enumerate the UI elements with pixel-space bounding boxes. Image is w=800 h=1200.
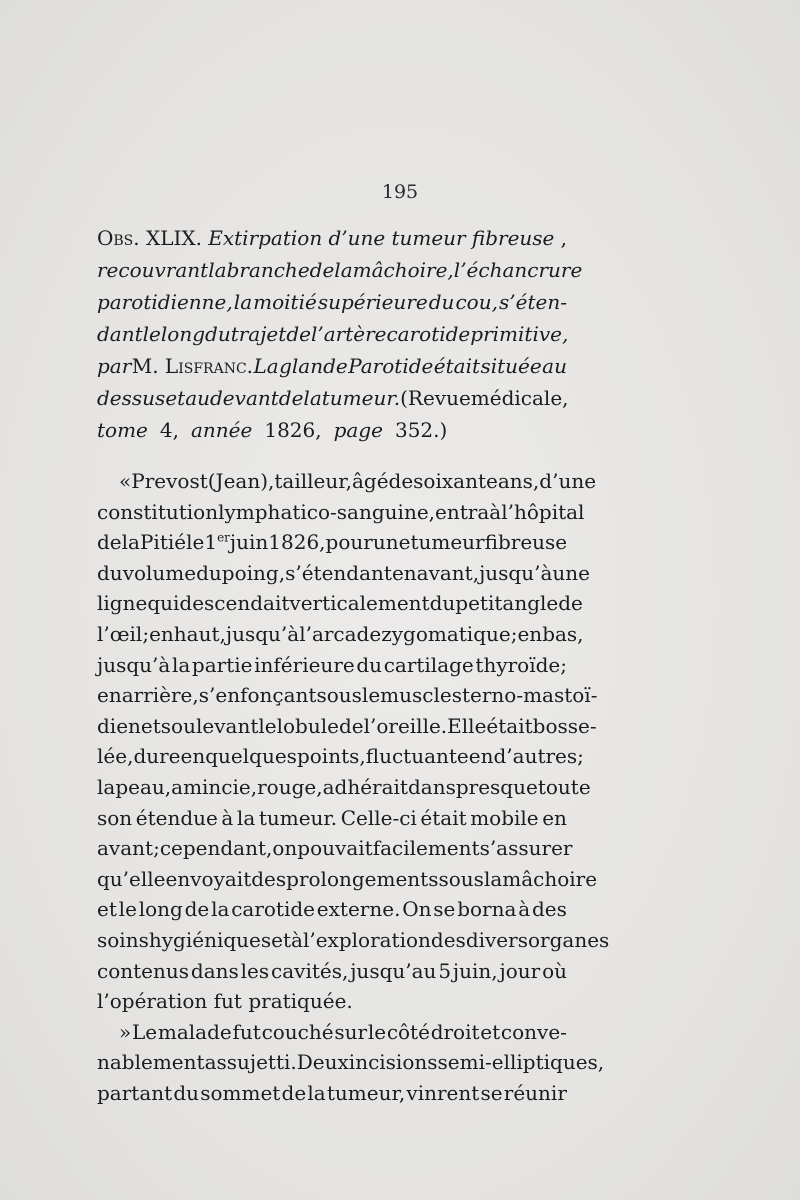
body-word: du xyxy=(196,561,222,585)
heading-word: la xyxy=(303,386,322,410)
body-word: haut, xyxy=(173,622,226,646)
heading-word: de xyxy=(210,386,235,410)
heading-word: au xyxy=(185,386,210,410)
heading-word: supérieure xyxy=(317,290,428,314)
heading-word: Obs. XLIX. xyxy=(97,226,203,250)
body-word: juin, xyxy=(452,959,498,983)
body-line xyxy=(97,926,610,954)
body-word: ans, xyxy=(497,469,540,493)
heading-word: la xyxy=(208,258,227,282)
body-word: en xyxy=(542,806,567,830)
body-word: tailleur, xyxy=(274,469,352,493)
body-word: soulevant xyxy=(160,714,259,738)
body-word: en xyxy=(391,561,417,585)
body-word: entra xyxy=(435,500,490,524)
body-word: du xyxy=(97,561,123,585)
body-line xyxy=(97,1079,567,1107)
body-word: fut xyxy=(213,989,242,1013)
body-word: 5 xyxy=(438,959,452,983)
body-word: lée, xyxy=(97,744,134,768)
body-word: contenus xyxy=(97,959,190,983)
body-line xyxy=(119,467,597,495)
body-word: On xyxy=(402,897,432,921)
body-word: à xyxy=(489,500,502,524)
heading-word: Extirpation xyxy=(208,226,323,250)
heading-word: page xyxy=(333,418,383,442)
body-word: inférieure xyxy=(254,653,355,677)
body-word: l’exploration xyxy=(302,928,431,952)
body-word: jusqu’au xyxy=(350,959,437,983)
body-word: partant xyxy=(97,1081,173,1105)
body-word: petit xyxy=(455,591,503,615)
body-word: en xyxy=(517,622,543,646)
heading-word: tumeur xyxy=(391,226,466,250)
body-word: le xyxy=(258,714,277,738)
body-word: dans xyxy=(407,775,456,799)
heading-line xyxy=(97,288,567,316)
body-line xyxy=(97,651,567,679)
body-word: toute xyxy=(537,775,591,799)
body-word: et xyxy=(271,928,292,952)
body-word: à xyxy=(518,897,531,921)
heading-word: 352.) xyxy=(394,418,448,442)
heading-word: la xyxy=(233,290,253,314)
heading-word: branche xyxy=(226,258,310,282)
body-word: l’oreille. xyxy=(363,714,448,738)
body-word: en xyxy=(180,744,206,768)
body-line xyxy=(97,1048,605,1076)
body-word: Pitié xyxy=(139,530,187,554)
body-word: avant, xyxy=(416,561,480,585)
body-word: en xyxy=(97,683,122,707)
body-word: vinrent xyxy=(406,1081,480,1105)
body-word: et xyxy=(140,714,161,738)
body-word: était xyxy=(486,714,533,738)
body-word: jour xyxy=(499,959,541,983)
body-word: ligne xyxy=(97,591,148,615)
body-word: droit xyxy=(430,1020,480,1044)
body-word: âgé xyxy=(351,469,389,493)
heading-word: recouvrant xyxy=(97,258,209,282)
heading-word: de xyxy=(309,258,335,282)
body-word: du xyxy=(173,1081,200,1105)
body-word: long xyxy=(138,897,183,921)
body-word: à xyxy=(291,928,303,952)
body-word: lymphatico-sanguine, xyxy=(218,500,436,524)
heading-line xyxy=(97,416,567,444)
heading-word: d’une xyxy=(328,226,386,250)
heading-word: le xyxy=(142,322,161,346)
body-word: tumeur xyxy=(410,530,485,554)
body-word: une xyxy=(372,530,411,554)
heading-word: était xyxy=(433,354,481,378)
body-line xyxy=(97,589,583,617)
body-word: borna xyxy=(457,897,517,921)
body-word: couché xyxy=(261,1020,334,1044)
body-line xyxy=(97,681,598,709)
body-word: (Jean), xyxy=(207,469,275,493)
body-word: de xyxy=(558,591,583,615)
body-word: organes xyxy=(527,928,610,952)
body-word: bas, xyxy=(542,622,584,646)
body-word: l’hôpital xyxy=(501,500,585,524)
body-word: en xyxy=(468,744,494,768)
heading-word: fibreuse xyxy=(471,226,555,250)
body-word: de xyxy=(97,530,122,554)
body-word: mâchoire xyxy=(502,867,598,891)
body-word: sommet xyxy=(200,1081,281,1105)
body-word: étendue xyxy=(135,806,218,830)
body-word: incisions xyxy=(348,1050,438,1074)
body-word: des xyxy=(531,897,567,921)
body-word: cependant, xyxy=(159,836,273,860)
body-word: une xyxy=(552,561,590,585)
body-word: à xyxy=(221,806,234,830)
body-word: dien xyxy=(97,714,141,738)
body-word: de xyxy=(184,897,210,921)
body-word: prolongements xyxy=(286,867,439,891)
heading-word: M. Lisfranc. xyxy=(131,354,254,378)
heading-word: de xyxy=(286,322,311,346)
body-word: des xyxy=(251,867,287,891)
heading-line xyxy=(97,352,567,380)
body-word: points, xyxy=(296,744,366,768)
body-word: d’une xyxy=(539,469,597,493)
body-word: l’œil; xyxy=(97,622,150,646)
heading-word: parotidienne, xyxy=(97,290,233,314)
body-word: l’arcade xyxy=(299,622,382,646)
body-line xyxy=(97,528,567,556)
body-word: où xyxy=(542,959,567,983)
body-line xyxy=(97,498,585,526)
body-word: cavités, xyxy=(271,959,349,983)
heading-word: La xyxy=(253,354,279,378)
page-number: 195 xyxy=(381,181,419,203)
body-word: peau, xyxy=(115,775,172,799)
body-word: Elle xyxy=(447,714,487,738)
heading-word: glande xyxy=(279,354,348,378)
body-word: fut xyxy=(232,1020,261,1044)
body-word: son xyxy=(97,806,133,830)
body-word: » xyxy=(119,1020,132,1044)
body-word: semi-elliptiques, xyxy=(437,1050,605,1074)
body-word: assujetti. xyxy=(204,1050,297,1074)
body-word: pouvait xyxy=(297,836,373,860)
body-word: carotide xyxy=(231,897,315,921)
body-line xyxy=(97,712,597,740)
heading-word: de xyxy=(278,386,304,410)
heading-word: du xyxy=(205,322,231,346)
body-word: l’opération xyxy=(97,989,208,1013)
heading-word: vant xyxy=(234,386,279,410)
body-word: du xyxy=(429,591,456,615)
body-word: 1er xyxy=(204,530,230,554)
body-word: qu’elle xyxy=(97,867,166,891)
heading-word: (Revue xyxy=(400,386,471,410)
body-line xyxy=(97,804,567,832)
body-word: réunir xyxy=(503,1081,567,1105)
body-word: on xyxy=(272,836,298,860)
body-word: sterno-mastoï- xyxy=(451,683,598,707)
body-word: Le xyxy=(132,1020,158,1044)
body-word: la xyxy=(121,530,140,554)
body-word: de xyxy=(388,469,414,493)
heading-line xyxy=(97,224,567,252)
body-word: le xyxy=(118,897,137,921)
heading-word: mâchoire, xyxy=(352,258,454,282)
body-word: descendait xyxy=(179,591,290,615)
heading-word: carotide xyxy=(386,322,471,346)
body-word: constitution xyxy=(97,500,219,524)
heading-word: l’artère xyxy=(310,322,387,346)
heading-word: s’éten- xyxy=(498,290,567,314)
heading-word: dant xyxy=(97,322,143,346)
body-word: s’enfonçant xyxy=(198,683,317,707)
body-word: qui xyxy=(147,591,180,615)
body-word: mobile xyxy=(470,806,539,830)
heading-word: 1826, xyxy=(264,418,322,442)
body-word: envoyait xyxy=(165,867,252,891)
body-word: les xyxy=(240,959,270,983)
heading-word: médicale, xyxy=(470,386,569,410)
body-word: soixante xyxy=(413,469,498,493)
body-word: et xyxy=(97,897,117,921)
heading-line xyxy=(97,256,583,284)
body-word: malade xyxy=(157,1020,232,1044)
body-word: verticalement xyxy=(289,591,430,615)
body-word: hygiéniques xyxy=(148,928,272,952)
heading-word: par xyxy=(97,354,132,378)
body-word: sous xyxy=(316,683,362,707)
body-word: le xyxy=(186,530,205,554)
body-word: muscle xyxy=(380,683,452,707)
body-word: s’assurer xyxy=(479,836,573,860)
body-word: la xyxy=(307,1081,326,1105)
body-line xyxy=(97,957,567,985)
heading-word: long xyxy=(160,322,206,346)
body-word: en xyxy=(149,622,174,646)
body-word: nablement xyxy=(97,1050,205,1074)
body-word: adhérait xyxy=(322,775,408,799)
body-word: quelques xyxy=(205,744,297,768)
body-word: du xyxy=(356,653,383,677)
heading-word: primitive, xyxy=(470,322,569,346)
body-word: zygomatique; xyxy=(381,622,518,646)
body-word: externe. xyxy=(316,897,401,921)
body-word: juin xyxy=(229,530,269,554)
heading-word: tumeur. xyxy=(321,386,401,410)
body-word: des xyxy=(430,928,466,952)
body-word: le xyxy=(367,1020,387,1044)
heading-word: la xyxy=(334,258,353,282)
body-word: dure xyxy=(133,744,181,768)
body-word: Celle-ci xyxy=(340,806,417,830)
body-word: sous xyxy=(438,867,484,891)
body-word: de xyxy=(281,1081,307,1105)
heading-word: au xyxy=(542,354,567,378)
heading-word: , xyxy=(560,226,567,250)
body-word: lobule xyxy=(276,714,339,738)
body-word: presque xyxy=(455,775,538,799)
heading-word: Parotide xyxy=(348,354,434,378)
heading-word: tome xyxy=(97,418,148,442)
body-word: de xyxy=(338,714,364,738)
body-word: poing, xyxy=(221,561,286,585)
body-line xyxy=(97,620,584,648)
body-word: pour xyxy=(325,530,373,554)
heading-line xyxy=(97,384,567,412)
body-word: la xyxy=(171,653,191,677)
body-word: arrière, xyxy=(121,683,199,707)
body-word: le xyxy=(361,683,381,707)
body-word: était xyxy=(420,806,467,830)
heading-word: et xyxy=(165,386,186,410)
body-word: Deux xyxy=(296,1050,349,1074)
heading-word: 4, xyxy=(159,418,179,442)
body-word: avant; xyxy=(97,836,160,860)
body-word: tumeur, xyxy=(326,1081,406,1105)
body-word: angle xyxy=(502,591,559,615)
heading-word: située xyxy=(480,354,542,378)
body-word: jusqu’à xyxy=(479,561,553,585)
heading-line xyxy=(97,320,567,348)
body-line xyxy=(97,987,567,1015)
body-word: 1826, xyxy=(268,530,326,554)
body-line xyxy=(97,742,584,770)
body-word: la xyxy=(211,897,230,921)
body-word: conve- xyxy=(500,1020,567,1044)
body-word: la xyxy=(97,775,116,799)
body-word: volume xyxy=(122,561,197,585)
body-word: sur xyxy=(334,1020,368,1044)
body-word: Prevost xyxy=(131,469,208,493)
body-line xyxy=(119,1018,567,1046)
body-word: jusqu’à xyxy=(225,622,300,646)
body-word: « xyxy=(119,469,132,493)
body-line xyxy=(97,773,591,801)
heading-word: cou, xyxy=(455,290,498,314)
body-word: pratiquée. xyxy=(248,989,353,1013)
body-word: amincie, xyxy=(171,775,258,799)
body-word: divers xyxy=(465,928,528,952)
body-word: tumeur. xyxy=(258,806,338,830)
body-word: et xyxy=(480,1020,501,1044)
body-word: se xyxy=(433,897,456,921)
body-word: côté xyxy=(386,1020,430,1044)
body-line xyxy=(97,865,598,893)
body-word: se xyxy=(480,1081,503,1105)
body-word: dans xyxy=(190,959,239,983)
body-word: thyroïde; xyxy=(475,653,567,677)
body-word: fibreuse xyxy=(484,530,568,554)
body-word: partie xyxy=(191,653,253,677)
body-word: la xyxy=(236,806,256,830)
body-line xyxy=(97,834,573,862)
heading-word: dessus xyxy=(97,386,166,410)
body-word: d’autres; xyxy=(493,744,584,768)
body-word: rouge, xyxy=(257,775,323,799)
heading-word: moitié xyxy=(253,290,317,314)
body-word: facilement xyxy=(372,836,480,860)
body-word: cartilage xyxy=(383,653,474,677)
body-word: jusqu’à xyxy=(97,653,171,677)
body-line xyxy=(97,895,567,923)
heading-word: année xyxy=(190,418,253,442)
body-word: la xyxy=(483,867,503,891)
body-word: s’étendant xyxy=(285,561,392,585)
body-word: fluctuante xyxy=(365,744,469,768)
body-line xyxy=(97,559,590,587)
body-word: soins xyxy=(97,928,149,952)
heading-word: trajet xyxy=(230,322,287,346)
heading-word: l’échancrure xyxy=(453,258,583,282)
body-word: bosse- xyxy=(532,714,597,738)
heading-word: du xyxy=(428,290,455,314)
